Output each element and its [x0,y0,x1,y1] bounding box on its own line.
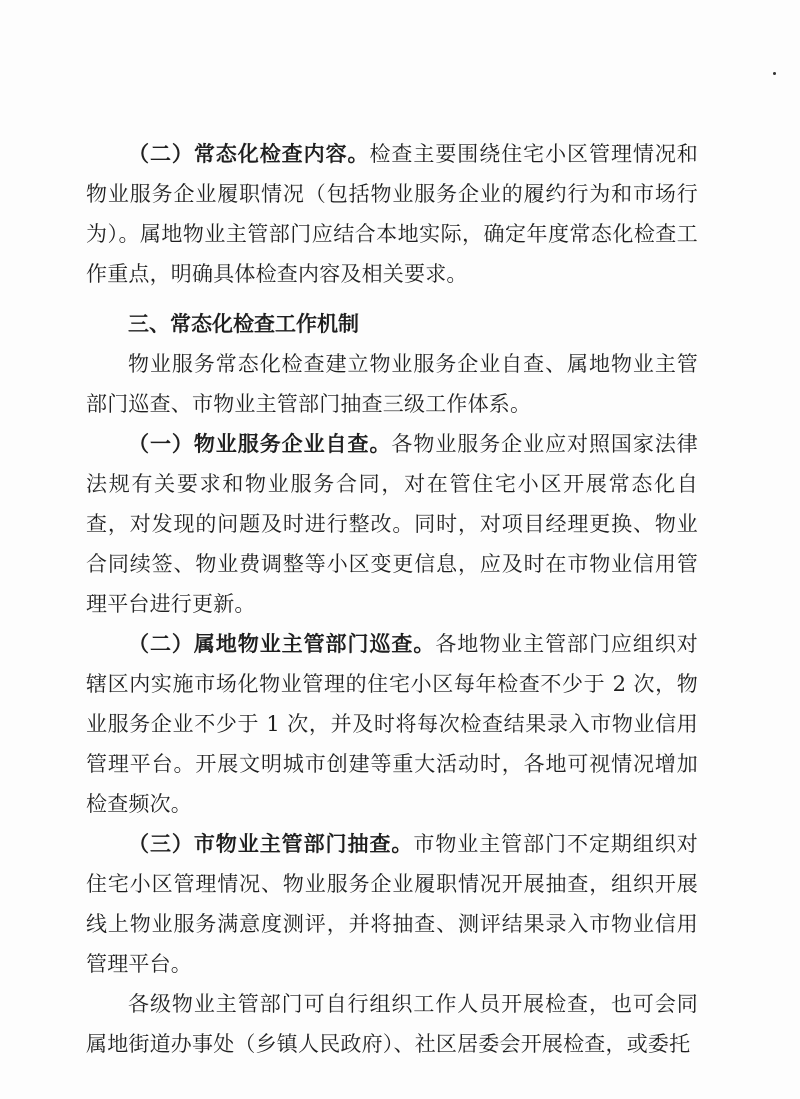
spacer [86,294,698,304]
paragraph-lead: （三）市物业主管部门抽查。 [128,831,414,856]
paragraph-self-inspection [86,424,698,624]
paragraph-lead: （二）属地物业主管部门巡查。 [128,631,436,656]
paragraph-inspection-content [86,134,698,294]
paragraph-mechanism-intro: 物业服务常态化检查建立物业服务企业自查、属地物业主管部门巡查、市物业主管部门抽查三级工作体系。 [86,352,698,416]
paragraph-all-levels: 各级物业主管部门可自行组织工作人员开展检查，也可会同属地街道办事处（乡镇人民政府）、社区居委会开展检查，或委托 [86,992,698,1056]
paragraph-text: 市物业主管部门不定期组织对住宅小区管理情况、物业服务企业履职情况开展抽查，组织开展线上物业服务满意度测评，并将抽查、测评结果录入市物业信用管理平台。 [86,832,698,976]
paragraph-lead: （一）物业服务企业自查。 [128,431,392,456]
paragraph-text: 各地物业主管部门应组织对辖区内实施市场化物业管理的住宅小区每年检查不少于 2 次，物业服务企业不少于 1 次，并及时将每次检查结果录入市物业信用管理平台。开展文明城市创建等重大活动时，各地可视情况增加检查频次。 [86,632,698,816]
paragraph-local-patrol [86,624,698,824]
scan-dot [773,72,776,75]
paragraph-lead: （二）常态化检查内容。 [128,141,370,166]
paragraph-city-spot-check [86,824,698,984]
paragraph-text: 检查主要围绕住宅小区管理情况和物业服务企业履职情况（包括物业服务企业的履约行为和市场行为）。属地物业主管部门应结合本地实际，确定年度常态化检查工作重点，明确具体检查内容及相关要求。 [86,142,699,286]
document-body [86,134,698,1064]
section-heading-3: 三、常态化检查工作机制 [128,312,359,336]
paragraph-text: 各物业服务企业应对照国家法律法规有关要求和物业服务合同，对在管住宅小区开展常态化自查，对发现的问题及时进行整改。同时，对项目经理更换、物业合同续签、物业费调整等小区变更信息，应及时在市物业信用管理平台进行更新。 [86,432,698,616]
